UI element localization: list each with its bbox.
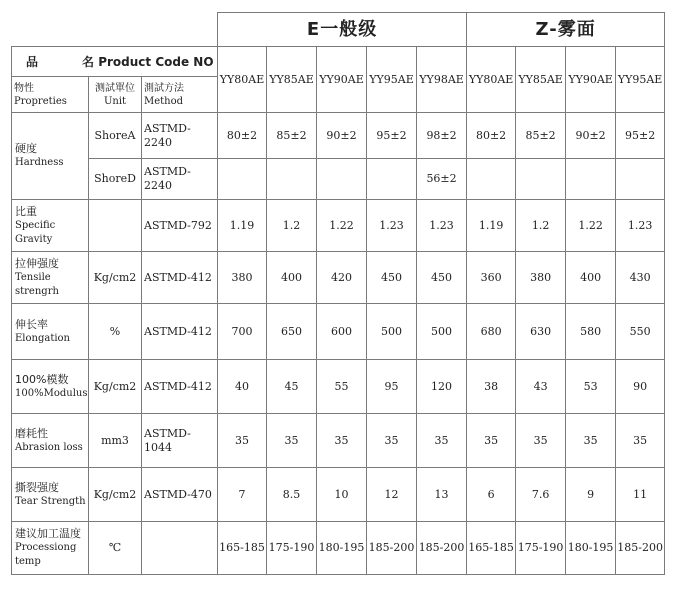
value-cell [367,159,417,200]
group-title-z: Z-雾面 [467,13,665,47]
value-cell: 95±2 [367,113,417,159]
value-cell: 180-195 [566,522,616,575]
value-cell: 700 [218,304,267,360]
value-cell: 1.2 [516,200,566,252]
table-row [12,522,665,575]
value-cell: 12 [367,468,417,522]
method-cell: ASTMD-2240 [142,159,218,200]
value-cell: 450 [417,252,467,304]
value-cell: 85±2 [516,113,566,159]
value-cell: 1.2 [267,200,317,252]
unit-cell: % [89,304,142,360]
model-header: YY80AE [218,47,267,113]
property-hardness: 硬度 Hardness [12,113,89,200]
value-cell: 380 [516,252,566,304]
property-modulus: 100%模数 100%Modulus [12,360,89,414]
value-cell: 95±2 [616,113,665,159]
value-cell: 450 [367,252,417,304]
model-header: YY95AE [616,47,665,113]
value-cell: 185-200 [616,522,665,575]
method-cell: ASTMD-792 [142,200,218,252]
value-cell: 98±2 [417,113,467,159]
method-header: 測試方法 Method [142,77,218,113]
value-cell: 53 [566,360,616,414]
group-title-row [12,13,665,47]
value-cell: 185-200 [367,522,417,575]
value-cell: 1.23 [616,200,665,252]
value-cell: 175-190 [267,522,317,575]
value-cell: 500 [417,304,467,360]
value-cell: 380 [218,252,267,304]
value-cell: 43 [516,360,566,414]
property-tear-strength: 撕裂强度 Tear Strength [12,468,89,522]
value-cell [516,159,566,200]
value-cell: 45 [267,360,317,414]
unit-cell: Kg/cm2 [89,252,142,304]
value-cell: 35 [218,414,267,468]
value-cell [467,159,516,200]
value-cell: 35 [566,414,616,468]
model-header: YY95AE [367,47,417,113]
value-cell: 1.22 [317,200,367,252]
property-specific-gravity: 比重 Specific Gravity [12,200,89,252]
value-cell [267,159,317,200]
table-row [12,159,665,200]
table-row [12,468,665,522]
model-header: YY85AE [516,47,566,113]
value-cell: 80±2 [218,113,267,159]
value-cell: 13 [417,468,467,522]
property-tensile-strength: 拉伸强度 Tensile strengrh [12,252,89,304]
product-code-label: 品 名 Product Code NO [12,47,218,77]
unit-cell [89,200,142,252]
value-cell: 90±2 [317,113,367,159]
unit-cell: ShoreD [89,159,142,200]
unit-cell: ShoreA [89,113,142,159]
value-cell: 9 [566,468,616,522]
method-cell: ASTMD-412 [142,252,218,304]
group-title-e: E一般级 [218,13,467,47]
properties-header: 物性 Propreties [12,77,89,113]
value-cell: 55 [317,360,367,414]
value-cell: 165-185 [467,522,516,575]
product-spec-table [11,12,665,575]
unit-cell: Kg/cm2 [89,360,142,414]
value-cell: 35 [417,414,467,468]
spec-sheet [11,12,664,575]
value-cell: 1.23 [367,200,417,252]
value-cell: 56±2 [417,159,467,200]
value-cell: 550 [616,304,665,360]
unit-header: 测試單位 Unit [89,77,142,113]
table-row [12,252,665,304]
model-header: YY90AE [566,47,616,113]
value-cell: 40 [218,360,267,414]
method-cell: ASTMD-2240 [142,113,218,159]
value-cell: 38 [467,360,516,414]
value-cell: 1.19 [467,200,516,252]
value-cell: 580 [566,304,616,360]
table-row [12,304,665,360]
value-cell: 35 [616,414,665,468]
value-cell: 600 [317,304,367,360]
method-cell: ASTMD-412 [142,304,218,360]
value-cell: 360 [467,252,516,304]
property-elongation: 伸长率 Elongation [12,304,89,360]
method-cell [142,522,218,575]
value-cell: 175-190 [516,522,566,575]
unit-cell: ℃ [89,522,142,575]
value-cell: 180-195 [317,522,367,575]
value-cell: 35 [317,414,367,468]
product-code-row [12,47,665,77]
unit-cell: mm3 [89,414,142,468]
value-cell: 90 [616,360,665,414]
blank-corner [12,13,218,47]
table-row [12,360,665,414]
value-cell: 400 [566,252,616,304]
model-header: YY80AE [467,47,516,113]
value-cell: 35 [467,414,516,468]
value-cell: 1.22 [566,200,616,252]
value-cell: 500 [367,304,417,360]
value-cell: 6 [467,468,516,522]
value-cell: 430 [616,252,665,304]
value-cell: 35 [367,414,417,468]
value-cell: 165-185 [218,522,267,575]
value-cell: 1.19 [218,200,267,252]
value-cell [317,159,367,200]
value-cell [616,159,665,200]
value-cell: 8.5 [267,468,317,522]
table-row [12,200,665,252]
method-cell: ASTMD-470 [142,468,218,522]
value-cell: 35 [267,414,317,468]
value-cell: 400 [267,252,317,304]
value-cell: 10 [317,468,367,522]
method-cell: ASTMD-412 [142,360,218,414]
value-cell: 630 [516,304,566,360]
value-cell [218,159,267,200]
value-cell: 35 [516,414,566,468]
value-cell: 7.6 [516,468,566,522]
unit-cell: Kg/cm2 [89,468,142,522]
value-cell: 7 [218,468,267,522]
value-cell: 185-200 [417,522,467,575]
model-header: YY90AE [317,47,367,113]
value-cell: 650 [267,304,317,360]
table-row [12,113,665,159]
value-cell: 11 [616,468,665,522]
value-cell: 120 [417,360,467,414]
method-cell: ASTMD-1044 [142,414,218,468]
value-cell: 80±2 [467,113,516,159]
value-cell: 90±2 [566,113,616,159]
property-abrasion-loss: 磨耗性 Abrasion loss [12,414,89,468]
model-header: YY85AE [267,47,317,113]
property-processing-temp: 建议加工温度 Processiong temp [12,522,89,575]
value-cell: 85±2 [267,113,317,159]
value-cell [566,159,616,200]
table-row [12,414,665,468]
value-cell: 680 [467,304,516,360]
value-cell: 420 [317,252,367,304]
value-cell: 95 [367,360,417,414]
model-header: YY98AE [417,47,467,113]
value-cell: 1.23 [417,200,467,252]
